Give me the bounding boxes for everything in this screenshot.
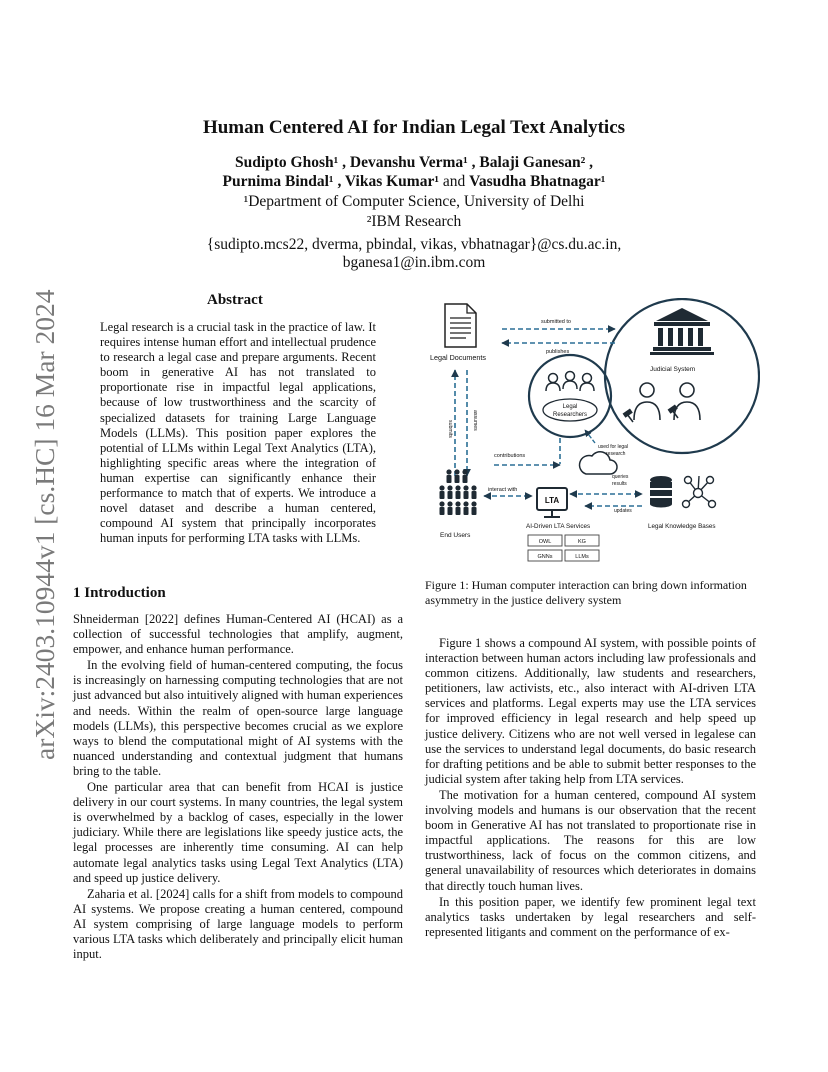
- body-paragraph: Figure 1 shows a compound AI system, with possible points of interaction between human actors including law professionals and common citizens. Additionally, law students and researchers, petitioners, law activists, etc., also interact with AI-driven LTA services and platforms. Legal experts may use the LTA services for improved efficiency in legal research and help speed up justice delivery. Citizens who are not well versed in legalese can use the services to understand legal documents, do basic research for drafting petitions and be able to submit better responses to the judicial system after taking help from LTA services.: [425, 636, 756, 786]
- intro-paragraph: One particular area that can benefit from HCAI is justice delivery in our court systems. In many countries, the legal system is overwhelmed by a backlog of cases, especially in the lower judiciary. While there are legislations like speedy justice acts, the legal processes are inherently time consuming. AI can help automate legal analytics tasks using Legal Text Analytics (LTA) and speed up justice delivery.: [73, 780, 403, 885]
- affiliations: [0, 192, 828, 232]
- label-judicial-system: Judicial System: [650, 366, 696, 373]
- emails-line-1: {sudipto.mcs22, dverma, pbindal, vikas, vbhatnagar}@cs.du.ac.in,: [206, 236, 622, 253]
- label-submits: submits: [447, 420, 453, 438]
- label-ai-driven-lta-services: AI-Driven LTA Services: [526, 523, 591, 530]
- courthouse-icon: [650, 308, 714, 355]
- author-emails: [0, 236, 828, 272]
- label-end-users: End Users: [440, 532, 471, 539]
- label-updates: updates: [614, 508, 632, 514]
- emails-line-2: bganesa1@in.ibm.com: [342, 254, 486, 271]
- authors-line-2b: Vasudha Bhatnagar¹: [469, 173, 606, 190]
- affiliation-2: ²IBM Research: [366, 213, 462, 230]
- judge-icon: [634, 383, 700, 420]
- gavel-icon: [623, 404, 678, 422]
- knowledge-graph-icon: [683, 476, 716, 508]
- label-legal-researchers-line-1: Legal: [562, 404, 578, 410]
- body-paragraph: In this position paper, we identify few prominent legal text analytics tasks undertaken by legal researchers and self-represented litigants and comment on the performance of ex-: [425, 894, 756, 939]
- legal-document-icon: [445, 304, 476, 347]
- intro-paragraph: Zaharia et al. [2024] calls for a shift from models to compound AI systems. We propose creating a human centered, compound AI system comprising of large language models to perform various LTA tasks which deliberately and principally elicit human input.: [73, 886, 403, 962]
- right-column-text: [425, 636, 756, 941]
- label-gnns: GNNs: [537, 554, 553, 560]
- intro-paragraph: Shneiderman [2022] defines Human-Centered AI (HCAI) as a collection of successful technologies that amplify, augment, empower, and enhance human performance.: [73, 612, 403, 657]
- abstract-heading: Abstract: [207, 292, 263, 308]
- researchers-group-icon: [546, 372, 594, 392]
- arxiv-stamp-text: arXiv:2403.10944v1 [cs.HC] 16 Mar 2024: [29, 289, 60, 760]
- body-paragraph: The motivation for a human centered, compound AI system involving models and humans is our observation that the recent boom in Generative AI has not translated to proportionate rise in impactful applications. The reasons for this are low trustworthiness, lack of focus on the common citizens, and general unavailability of resources which deteriorates in domains that directly touch human lives.: [425, 787, 756, 893]
- label-legal-researchers-line-2: Researchers: [552, 412, 588, 418]
- label-legal-knowledge-bases: Legal Knowledge Bases: [648, 523, 716, 530]
- label-publishes: publishes: [546, 349, 570, 355]
- end-users-icon: [439, 469, 476, 515]
- abstract-body: Legal research is a crucial task in the practice of law. It requires intense human effort and intellectual prudence to research a legal case and prepare arguments. Recent boom in generative AI has not translated to proportionate rise in impactful legal applications, because of low trustworthiness and the scarcity of specialized datasets for training Large Language Models (LLMs). This position paper explores the potential of LLMs within Legal Text Analytics (LTA), highlighting specific areas where the integration of human expertise can significantly enhance their performance to match that of experts. We introduce a novel dataset and describe a human centered, compound AI system that principally incorporates human inputs for performing LTA tasks with LLMs.: [100, 320, 376, 546]
- label-submitted-to: submitted to: [541, 319, 571, 325]
- label-interact-with: interact with: [488, 487, 518, 493]
- label-used-for-legal-research-1: used for legal: [598, 444, 629, 450]
- arxiv-side-stamp: [26, 285, 60, 760]
- label-queries: queries: [612, 474, 629, 480]
- intro-paragraph: In the evolving field of human-centered computing, the focus is increasingly on harnessing computing technologies that are not just advanced but also intuitively aligned with human experiences and needs. Within the realm of open-source large language models (LLMs), this perspective becomes crucial as we explore ways to blend the computational might of AI systems with the nuanced understanding and contextual judgment that humans bring to the table.: [73, 658, 403, 778]
- label-used-for-legal-research-2: research: [606, 451, 626, 457]
- label-contributions: contributions: [494, 453, 526, 459]
- legal-researchers-circle: [529, 355, 611, 437]
- label-lta: LTA: [544, 496, 560, 505]
- label-results: results: [612, 481, 627, 487]
- database-icon: [650, 476, 672, 508]
- authors-line-1: Sudipto Ghosh¹ , Devanshu Verma¹ , Balaji Ganesan² ,: [234, 154, 594, 171]
- authors-line-2: [0, 172, 828, 191]
- figure-1-caption: Figure 1: Human computer interaction can bring down information asymmetry in the justice delivery system: [425, 578, 747, 607]
- label-llms: LLMs: [575, 554, 589, 560]
- label-legal-documents: Legal Documents: [430, 353, 486, 362]
- introduction-text: [73, 612, 403, 963]
- label-owl: OWL: [538, 539, 552, 545]
- label-assumes: assumes: [472, 410, 478, 431]
- affiliation-1: ¹Department of Computer Science, University of Delhi: [243, 193, 585, 210]
- label-kg: KG: [578, 539, 586, 545]
- authors-and: and: [442, 173, 470, 190]
- author-list: [0, 153, 828, 191]
- paper-title: Human Centered AI for Indian Legal Text Analytics: [202, 117, 626, 138]
- section-heading-introduction: 1 Introduction: [73, 585, 166, 601]
- authors-line-2a: Purnima Bindal¹ , Vikas Kumar¹: [222, 173, 443, 190]
- figure-1-diagram: [420, 298, 760, 570]
